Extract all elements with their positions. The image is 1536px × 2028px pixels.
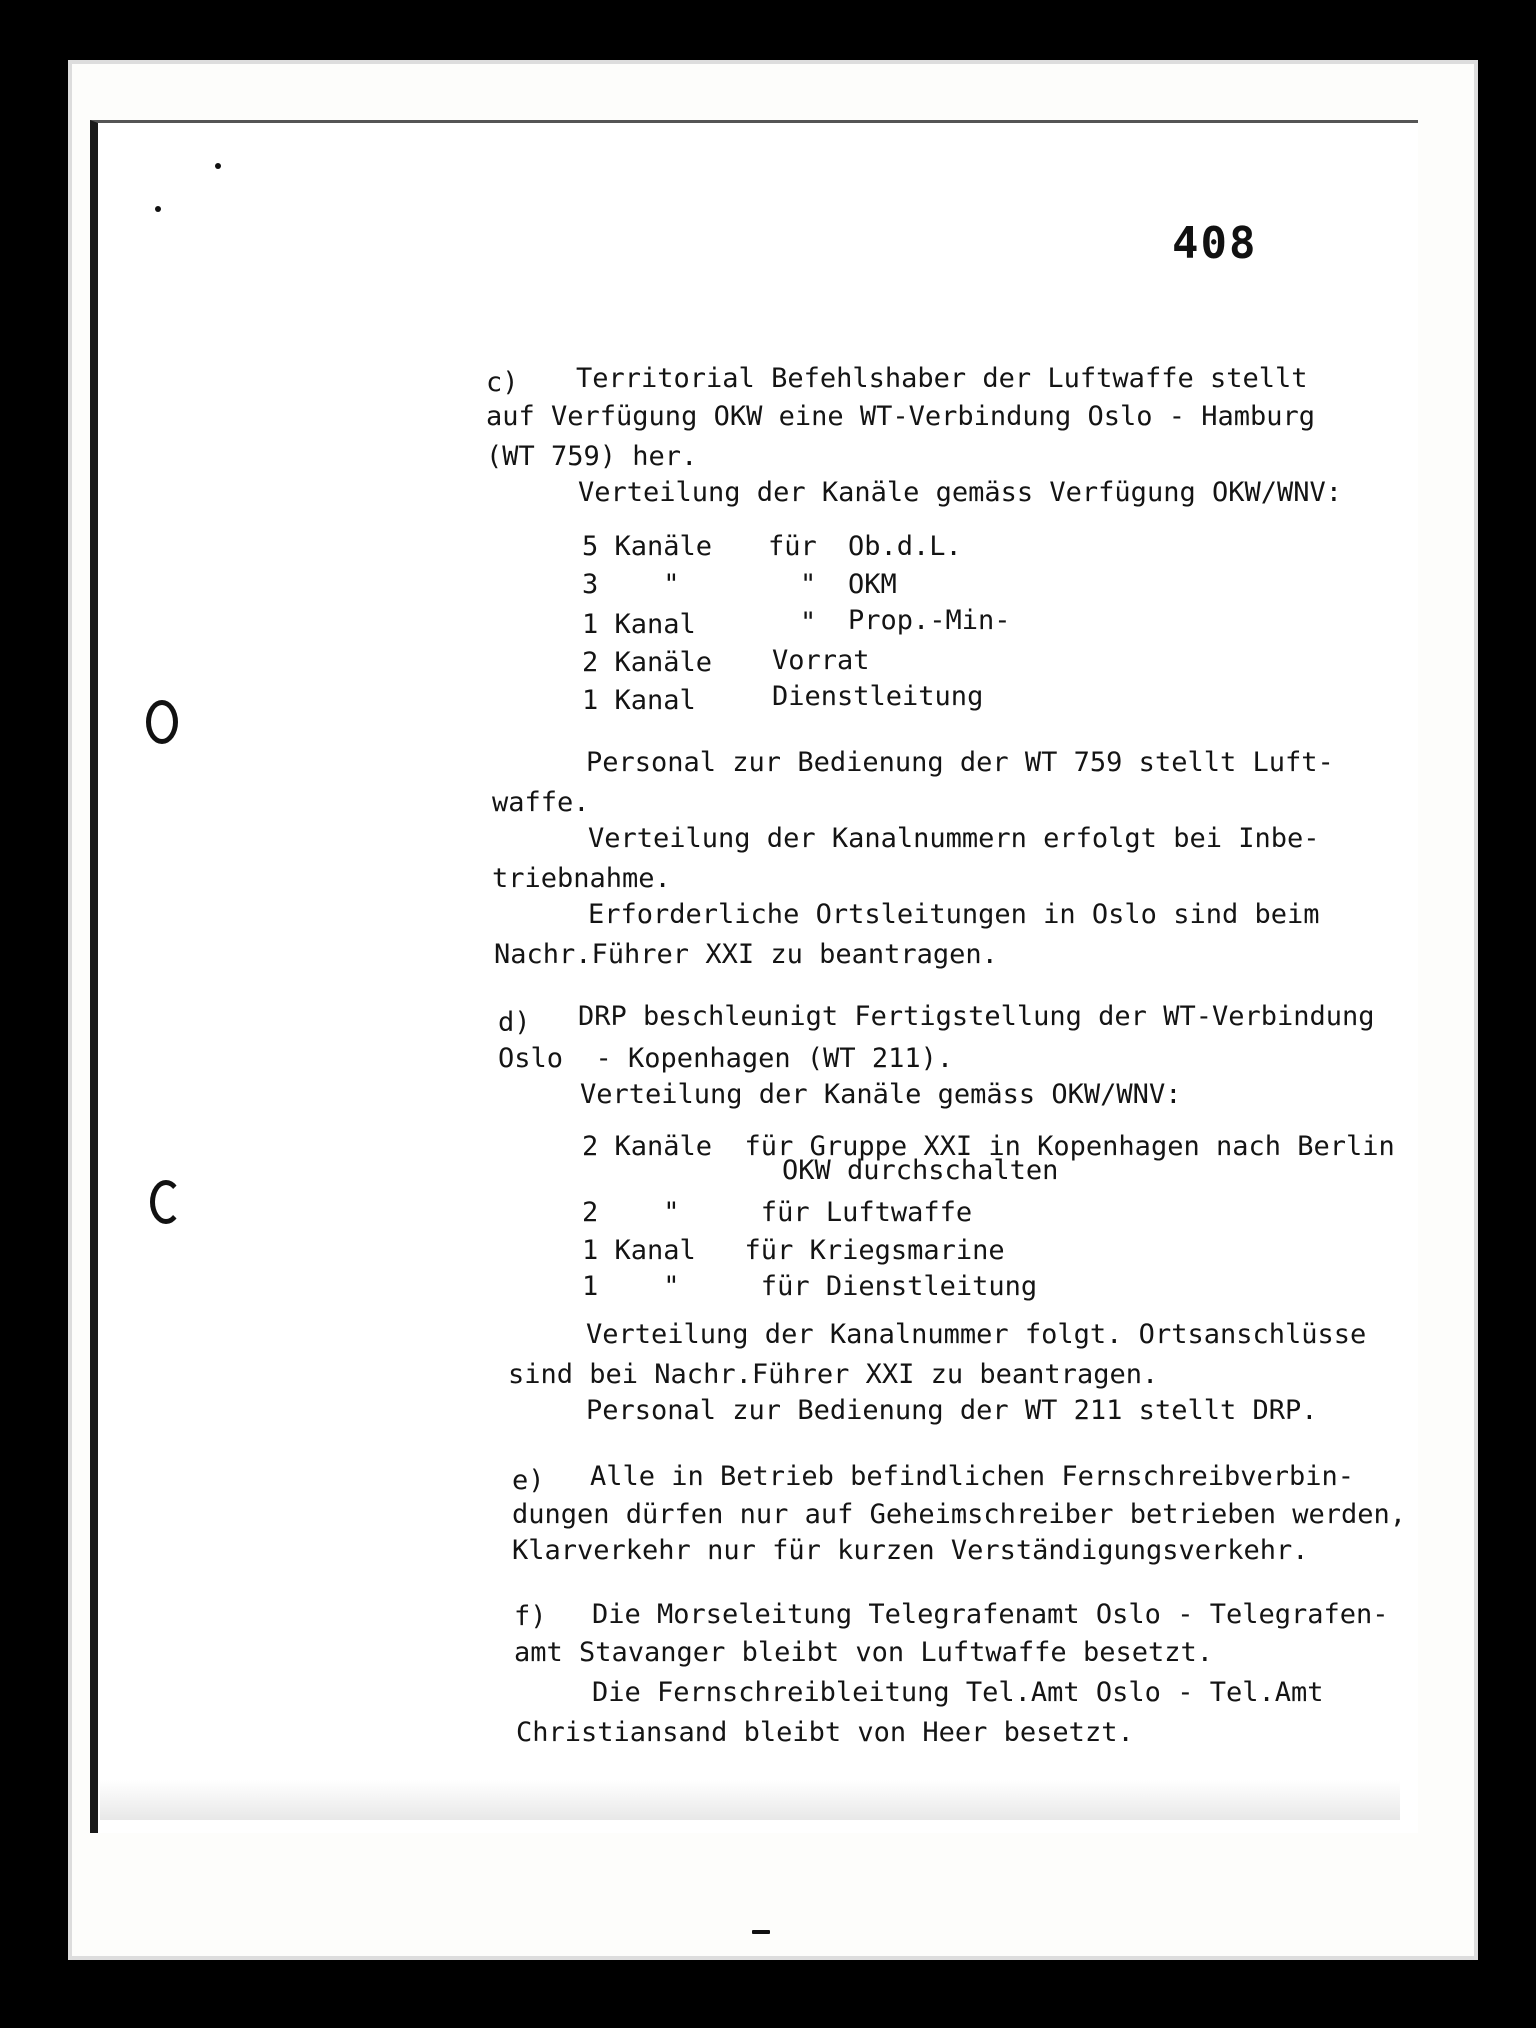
table-c-row-for: "	[800, 607, 817, 638]
table-c-row-target: Prop.-Min-	[848, 605, 1011, 636]
section-c-para-3: Verteilung der Kanalnummern erfolgt bei Inbe-	[588, 823, 1320, 854]
section-c-para-4: triebnahme.	[492, 863, 671, 894]
table-c-row-target: OKM	[848, 569, 897, 600]
punch-hole-bottom	[150, 1180, 182, 1224]
section-d-line-1: DRP beschleunigt Fertigstellung der WT-Verbindung	[578, 1001, 1375, 1032]
table-d-row-1: 2 Kanäle für Gruppe XXI in Kopenhagen nach Berlin	[582, 1131, 1395, 1162]
section-c-para-5: Erforderliche Ortsleitungen in Oslo sind beim	[588, 899, 1320, 930]
section-c-line-4: Verteilung der Kanäle gemäss Verfügung OKW/WNV:	[578, 477, 1343, 508]
page-fold	[100, 1780, 1400, 1820]
punch-hole-top	[146, 700, 178, 744]
table-c-row-for: für	[768, 531, 817, 562]
section-d-label: d)	[498, 1007, 531, 1038]
table-c-row-for: "	[800, 569, 817, 600]
table-c-row-target: Dienstleitung	[772, 681, 984, 712]
table-c-row-count: 5 Kanäle	[582, 531, 713, 562]
speck	[155, 206, 161, 212]
section-f-line-3: Die Fernschreibleitung Tel.Amt Oslo - Tel.Amt	[592, 1677, 1324, 1708]
table-d-row-1-cont: OKW durchschalten	[782, 1155, 1059, 1186]
table-c-row-count: 2 Kanäle	[582, 647, 713, 678]
section-c-para-6: Nachr.Führer XXI zu beantragen.	[494, 939, 998, 970]
table-c-row-count: 1 Kanal	[582, 685, 696, 716]
section-d-para-2: sind bei Nachr.Führer XXI zu beantragen.	[508, 1359, 1159, 1390]
table-c-row-target: Vorrat	[772, 645, 870, 676]
section-d-line-2: Oslo - Kopenhagen (WT 211).	[498, 1043, 954, 1074]
section-e-line-3: Klarverkehr nur für kurzen Verständigungsverkehr.	[512, 1535, 1309, 1566]
section-f-line-2: amt Stavanger bleibt von Luftwaffe besetzt.	[514, 1637, 1213, 1668]
section-c-label: c)	[486, 367, 519, 398]
section-f-label: f)	[514, 1601, 547, 1632]
section-d-line-3: Verteilung der Kanäle gemäss OKW/WNV:	[580, 1079, 1182, 1110]
section-d-para-1: Verteilung der Kanalnummer folgt. Ortsanschlüsse	[586, 1319, 1367, 1350]
table-d-row-3: 1 Kanal für Kriegsmarine	[582, 1235, 1005, 1266]
table-d-row-4: 1 " für Dienstleitung	[582, 1271, 1038, 1302]
speck	[752, 1930, 770, 1934]
speck	[215, 163, 221, 169]
section-e-line-1: Alle in Betrieb befindlichen Fernschreibverbin-	[590, 1461, 1355, 1492]
table-d-row-2: 2 " für Luftwaffe	[582, 1197, 973, 1228]
page-number: 408	[1172, 218, 1258, 269]
section-c-para-2: waffe.	[492, 787, 590, 818]
section-c-para-1: Personal zur Bedienung der WT 759 stellt Luft-	[586, 747, 1334, 778]
section-c-line-1: Territorial Befehlshaber der Luftwaffe stellt	[576, 363, 1308, 394]
section-c-line-3: (WT 759) her.	[486, 441, 698, 472]
section-e-label: e)	[512, 1465, 545, 1496]
section-f-line-4: Christiansand bleibt von Heer besetzt.	[516, 1717, 1134, 1748]
table-c-row-count: 3 "	[582, 569, 680, 600]
section-e-line-2: dungen dürfen nur auf Geheimschreiber betrieben werden,	[512, 1499, 1407, 1530]
table-c-row-count: 1 Kanal	[582, 609, 696, 640]
section-c-line-2: auf Verfügung OKW eine WT-Verbindung Oslo - Hamburg	[486, 401, 1316, 432]
section-f-line-1: Die Morseleitung Telegrafenamt Oslo - Telegrafen-	[592, 1599, 1389, 1630]
section-d-para-3: Personal zur Bedienung der WT 211 stellt DRP.	[586, 1395, 1318, 1426]
table-c-row-target: Ob.d.L.	[848, 531, 962, 562]
